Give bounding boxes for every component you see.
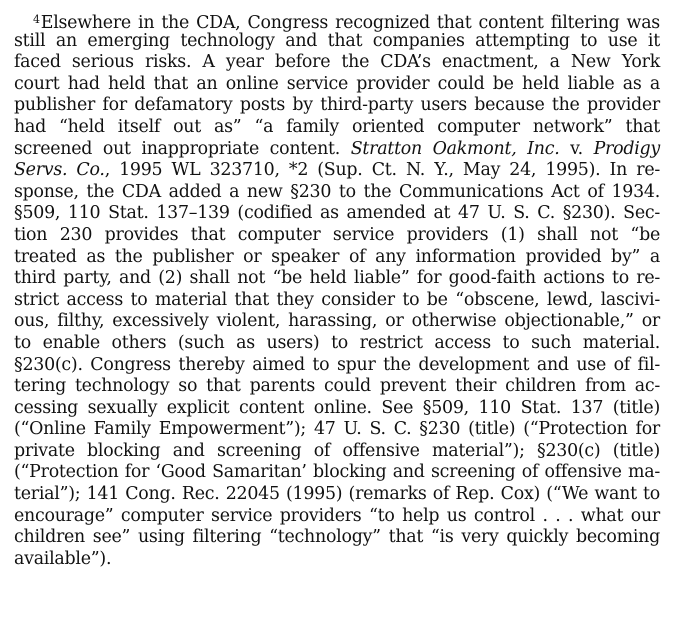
footnote-text: publisher for defamatory posts by third-party users because the provider — [14, 95, 660, 116]
footnote-line — [14, 117, 660, 139]
footnote-text: §230(c). Congress thereby aimed to spur the development and use of fil- — [14, 354, 660, 375]
footnote-text: terial”); 141 Cong. Rec. 22045 (1995) (remarks of Rep. Cox) (“We want to — [14, 484, 660, 505]
footnote-text: still an emerging technology and that companies attempting to use it — [14, 30, 660, 51]
case-name-text: Servs. Co. — [14, 160, 105, 181]
footnote-line — [14, 52, 660, 74]
footnote-line — [14, 31, 660, 53]
footnote-line — [14, 376, 660, 398]
footnote-line — [14, 182, 660, 204]
footnote-text: (“Protection for ‘Good Samaritan’ blocking and screening of offensive ma- — [14, 462, 660, 483]
footnote-text: sponse, the CDA added a new §230 to the Communications Act of 1934. — [14, 181, 660, 202]
footnote-text: tion 230 provides that computer service providers (1) shall not “be — [14, 224, 660, 245]
footnote-line — [14, 419, 660, 441]
footnote-text: encourage” computer service providers “to help us control . . . what our — [14, 505, 660, 526]
footnote-text: screened out inappropriate content. — [14, 138, 351, 159]
footnote-block — [14, 9, 660, 570]
case-name-text: Stratton Oakmont, Inc. — [350, 138, 560, 159]
footnote-line — [14, 462, 660, 484]
footnote-text: private blocking and screening of offensive material”); §230(c) (title) — [14, 440, 660, 461]
footnote-line — [14, 139, 660, 161]
footnote-text: treated as the publisher or speaker of any information provided by” a — [14, 246, 660, 267]
footnote-line — [14, 506, 660, 528]
footnote-line — [14, 268, 660, 290]
footnote-line — [14, 203, 660, 225]
footnote-text: faced serious risks. A year before the CDA’s enactment, a New York — [14, 52, 660, 73]
footnote-text: , 1995 WL 323710, *2 (Sup. Ct. N. Y., May 24, 1995). In re- — [104, 160, 660, 181]
footnote-line — [14, 549, 660, 571]
footnote-line — [14, 290, 660, 312]
footnote-line — [14, 95, 660, 117]
footnote-text: available”). — [14, 548, 112, 569]
footnote-text: strict access to material that they consider to be “obscene, lewd, lascivi- — [14, 289, 660, 310]
case-name-text: Prodigy — [593, 138, 661, 159]
footnote-line — [14, 225, 660, 247]
footnote-number: 4 — [33, 13, 40, 26]
footnote-line — [14, 74, 660, 96]
footnote-line — [14, 9, 660, 31]
footnote-text: cessing sexually explicit content online. See §509, 110 Stat. 137 (title) — [14, 397, 660, 418]
footnote-text: third party, and (2) shall not “be held liable” for good-faith actions to re- — [14, 268, 660, 289]
footnote-text: court had held that an online service provider could be held liable as a — [14, 73, 660, 94]
footnote-text: ous, filthy, excessively violent, harassing, or otherwise objectionable,” or — [14, 311, 660, 332]
footnote-text: §509, 110 Stat. 137–139 (codified as amended at 47 U. S. C. §230). Sec- — [14, 203, 660, 224]
footnote-text: to enable others (such as users) to restrict access to such material. — [14, 332, 660, 353]
footnote-text: (“Online Family Empowerment”); 47 U. S. C. §230 (title) (“Protection for — [14, 419, 660, 440]
footnote-line — [14, 484, 660, 506]
footnote-text: v. — [559, 138, 594, 159]
footnote-line — [14, 527, 660, 549]
footnote-line — [14, 398, 660, 420]
footnote-line — [14, 311, 660, 333]
footnote-line — [14, 441, 660, 463]
footnote-text: tering technology so that parents could prevent their children from ac- — [14, 376, 660, 397]
footnote-line — [14, 247, 660, 269]
footnote-line — [14, 355, 660, 377]
footnote-line — [14, 160, 660, 182]
footnote-text: children see” using filtering “technology” that “is very quickly becoming — [14, 527, 660, 548]
footnote-text: had “held itself out as” “a family oriented computer network” that — [14, 116, 660, 137]
footnote-line — [14, 333, 660, 355]
footnote-text: Elsewhere in the CDA, Congress recognized that content filtering was — [40, 13, 660, 33]
